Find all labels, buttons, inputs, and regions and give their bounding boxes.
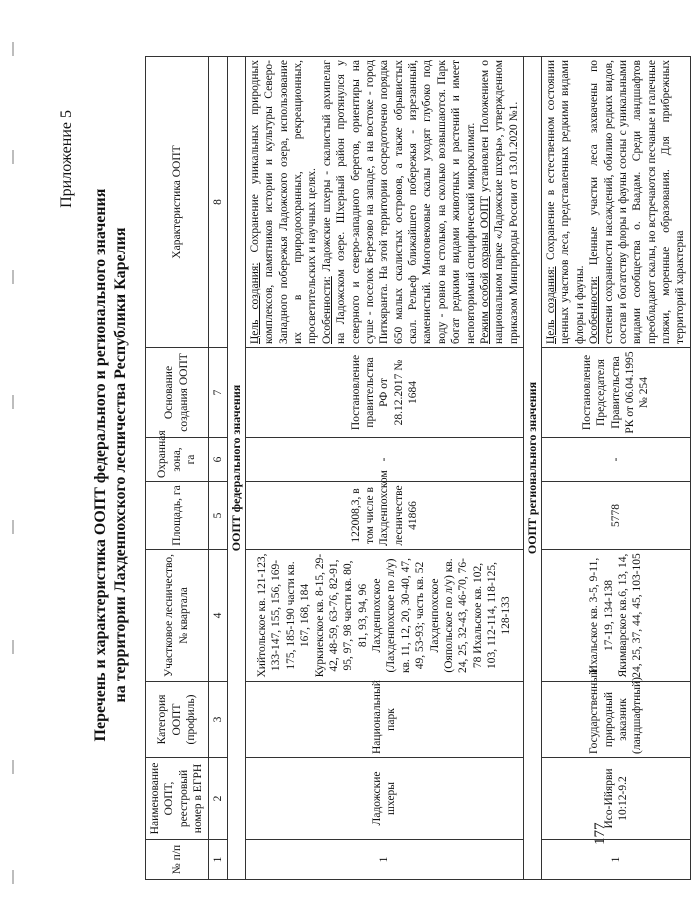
- oopt-description: [542, 57, 691, 348]
- row-num: 1: [245, 840, 523, 880]
- col-header-buffer: Охранная зона, га: [146, 438, 209, 482]
- table-row: [542, 57, 691, 880]
- desc-paragraph: [320, 60, 478, 344]
- column-number-row: [208, 57, 227, 880]
- col-number: 7: [208, 348, 227, 438]
- desc-label: Особенности:: [320, 276, 333, 344]
- row-num: 1: [542, 840, 691, 880]
- oopt-category: Национальный парк: [245, 682, 523, 758]
- oopt-area: 122008,3, в том числе в Лахденпохском лесничестве 41866: [245, 482, 523, 550]
- oopt-category: Государственный природный заказник (ландшафтный): [542, 682, 691, 758]
- col-header-forestry: Участковое лесничество, № квартала: [146, 550, 209, 682]
- page-title-line-1: Перечень и характеристика ООПТ федерального и регионального значения: [92, 188, 109, 742]
- oopt-forestry: Ихальское кв. 3-5, 9-11, 17-19, 134-138 Якимварское кв.6, 13, 14, 24, 25, 37, 44, 45, 103-105: [542, 550, 691, 682]
- desc-label: Цель создания:: [248, 262, 261, 344]
- table-row: [245, 57, 523, 880]
- desc-text: Сохранение в естественном состоянии ценных участков леса, представленных редкими видами флоры и фауны.: [545, 60, 586, 344]
- desc-text: установлен Положением о национальном парке «Ладожские шхеры», утвержденном приказом Минприроды России от 13.01.2020 №1.: [478, 59, 520, 344]
- section-title-regional: ООПТ регионального значения: [524, 57, 542, 880]
- desc-paragraph: [478, 60, 521, 344]
- oopt-area: 5778: [542, 482, 691, 550]
- section-row: [227, 57, 245, 880]
- desc-paragraph: [587, 60, 688, 344]
- oopt-basis: Постановление Председателя Правительства РК от 06.04.1995 № 254: [542, 348, 691, 438]
- col-header-name: Наименование ООПТ, реестровый номер в ЕГРН: [146, 758, 209, 840]
- desc-label: Цель создания:: [545, 266, 557, 344]
- page-title-line-2: на территории Лахденпохского лесничества Республики Карелия: [112, 227, 129, 703]
- oopt-basis: Постановление правительства РФ от 28.12.2017 № 1684: [245, 348, 523, 438]
- desc-paragraph: [544, 60, 587, 344]
- oopt-table: [145, 56, 691, 880]
- oopt-description: [245, 57, 523, 348]
- col-header-area: Площадь, га: [146, 482, 209, 550]
- desc-text: Сохранение уникальных природных комплексов, памятников истории и культуры Северо-Западного побережья Ладожского озера, использование их в природоохранных, рекреационных, просветительских и научных целях.: [248, 60, 319, 344]
- oopt-buffer: -: [542, 438, 691, 482]
- appendix-label: Приложение 5: [58, 110, 75, 208]
- oopt-forestry: Хийтольское кв. 121-123, 133-147, 155, 156, 169-175, 185-190 части кв. 167, 168, 184 Куркиекское кв. 8-15, 29-42, 48-59, 63-76, 82-91, 95, 97, 98 части кв. 80, 81, 93, 94, 96 Лахденпохское (Лахденпохское по л/у) кв. 11, 12, 20, 30-40, 47, 49, 53-93; часть кв. 52 Лахденпохское (Ояпольское по л/у) кв. 24, 25, 32-43, 46-70, 76-78 Ихальское кв. 102, 103, 112-114, 118-125, 128-133: [245, 550, 523, 682]
- col-header-category: Категория ООПТ (профиль): [146, 682, 209, 758]
- desc-text: Ладожские шхеры - скалистый архипелаг на Ладожском озере. Шхерный район протянулся у северного и северо-западного берегов, ориентиры на суше - поселок Березово на западе, а на востоке - город Питкяранта. На этой территории сосредоточено порядка 650 малых скалистых островов, а также обрывистых скал. Рельеф ближайшего побережья - изрезанный, каменистый. Многовековые скалы уходят глубоко под воду - ровно на столько, на сколько возвышаются. Парк богат редкими видами животных и растений и имеет неповторимый специфический микроклимат.: [320, 60, 477, 344]
- rotated-page: [0, 25, 687, 905]
- desc-label: Режим особой охраны ООПТ: [478, 196, 491, 344]
- col-header-basis: Основание создания ООПТ: [146, 348, 209, 438]
- col-number: 4: [208, 550, 227, 682]
- col-number: 8: [208, 57, 227, 348]
- col-header-description: Характеристика ООПТ: [146, 57, 209, 348]
- page-number: 177: [592, 822, 608, 845]
- section-title-federal: ООПТ федерального значения: [227, 57, 245, 880]
- oopt-buffer: -: [245, 438, 523, 482]
- col-header-num: № п/п: [146, 840, 209, 880]
- col-number: 6: [208, 438, 227, 482]
- desc-text: Ценные участки леса захвачены по степени сохранности насаждений, обилию редких видов, состав и богатству флоры и фауны сосны с уникальными видами сообщества о. Ваадам. Среди ландшафтов преобладают скалы, но встречаются песчаные и галечные пляжи, моренные образования. Для прибрежных территорий характерна: [588, 60, 687, 344]
- header-row: [146, 57, 209, 880]
- desc-label: Особенности:: [588, 276, 601, 344]
- col-number: 3: [208, 682, 227, 758]
- section-row: [524, 57, 542, 880]
- desc-paragraph: [248, 60, 320, 344]
- oopt-name: Исо-Ийярви 10:12-9.2: [542, 758, 691, 840]
- col-number: 2: [208, 758, 227, 840]
- oopt-name: Ладожские шхеры: [245, 758, 523, 840]
- col-number: 1: [208, 840, 227, 880]
- col-number: 5: [208, 482, 227, 550]
